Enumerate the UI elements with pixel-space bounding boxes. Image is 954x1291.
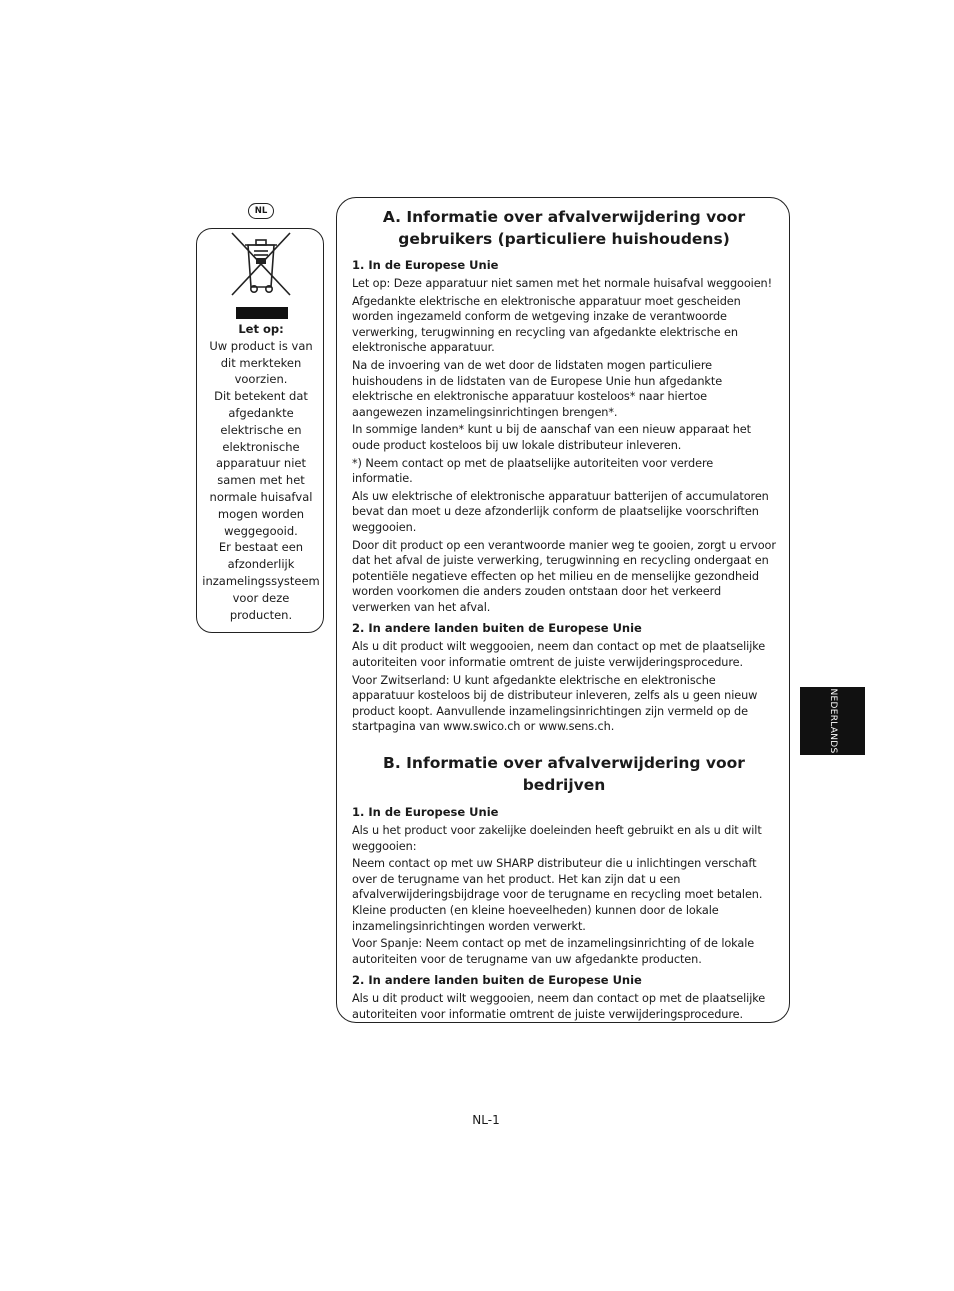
notice-line: Dit betekent dat — [214, 389, 308, 404]
crossed-out-wheelie-bin-icon — [230, 231, 292, 297]
paragraph: Als u dit product wilt weggooien, neem dan contact op met de plaatselijke autoriteiten voor informatie omtrent de juiste verwijderingsprocedure. — [352, 640, 766, 670]
disposal-info-content — [352, 207, 776, 1023]
paragraph: In sommige landen* kunt u bij de aanschaf van een nieuw apparaat het oude product kosteloos bij uw lokale distributeur inleveren. — [352, 423, 751, 452]
notice-line: mogen worden — [217, 506, 305, 521]
section-a-title — [352, 207, 776, 250]
paragraph: Na de invoering van de wet door de lidstaten mogen particuliere huishoudens in de lidstaten van de Europese Unie hun afgedankte elektrische en elektronische apparatuur kosteloos* naar hiertoe aangewezen inzamelingsinrichtingen brengen*. — [352, 358, 723, 419]
paragraph: Voor Spanje: Neem contact op met de inzamelingsinrichting of de lokale autoriteiten voor de terugname van uw afgedankte producten. — [352, 937, 755, 966]
notice-line: weggegooid. — [224, 523, 298, 538]
language-side-tab — [800, 687, 865, 755]
notice-line: apparatuur niet — [215, 456, 306, 471]
notice-line: dit merkteken — [220, 355, 302, 370]
notice-line: afzonderlijk — [227, 557, 295, 572]
paragraph: Als u dit product wilt weggooien, neem dan contact op met de plaatselijke autoriteiten voor informatie omtrent de juiste verwijderingsprocedure. — [352, 992, 766, 1021]
notice-title: Let op: — [238, 322, 284, 336]
section-b-subheading-eu: 1. In de Europese Unie — [352, 805, 499, 820]
paragraph: Let op: Deze apparatuur niet samen met het normale huisafval weggooien! — [352, 277, 773, 290]
notice-line: elektrische en — [220, 422, 302, 437]
paragraph: Voor Zwitserland: U kunt afgedankte elektrische en elektronische apparatuur kosteloos bij de distributeur inleveren, zelfs als u geen nieuw product koopt. Aanvullende inzamelingsinrichtingen zijn vermeld op de startpagina van www.swico.ch or www.sens.ch. — [352, 673, 758, 734]
notice-line: samen met het — [217, 473, 305, 488]
language-badge: NL — [248, 203, 274, 219]
side-tab-label: NEDERLANDS — [827, 688, 838, 754]
section-a-subheading-other: 2. In andere landen buiten de Europese Unie — [352, 621, 642, 636]
paragraph: *) Neem contact op met de plaatselijke autoriteiten voor verdere informatie. — [352, 456, 714, 486]
section-b-title — [352, 753, 776, 796]
paragraph: Als u het product voor zakelijke doeleinden heeft gebruikt en als u dit wilt weggooien: — [352, 824, 762, 853]
paragraph: Door dit product op een verantwoorde manier weg te gooien, zorgt u ervoor dat het afval de juiste verwerking, terugwinning en recycling ondergaat en potentiële negatieve effecten op het milieu en de menselijke gezondheid worden voorkomen die anders zouden ontstaan door het verkeerd verwerken van het afval. — [352, 538, 776, 614]
notice-line: normale huisafval — [209, 489, 313, 504]
section-b-title-line1: B. Informatie over afvalverwijdering voor — [383, 754, 745, 773]
paragraph: Afgedankte elektrische en elektronische apparatuur moet gescheiden worden ingezameld conform de wetgeving inzake de verantwoorde verwerking, terugwinning en recycling van afgedankte elektrische en elektronische apparatuur. — [352, 294, 741, 355]
marking-bar — [236, 307, 288, 319]
section-a-title-line1: A. Informatie over afvalverwijdering voor — [382, 208, 746, 226]
notice-line: Uw product is van — [209, 338, 313, 353]
notice-line: voor deze — [232, 590, 290, 605]
paragraph: Als uw elektrische of elektronische apparatuur batterijen of accumulatoren bevat dan moet u deze afzonderlijk conform de plaatselijke voorschriften weggooien. — [352, 489, 769, 534]
page-number: NL-1 — [472, 1113, 500, 1127]
notice-line: elektronische — [222, 439, 300, 454]
section-a-title-line2: gebruikers (particuliere huishoudens) — [398, 229, 730, 248]
section-a-subheading-eu: 1. In de Europese Unie — [352, 258, 499, 272]
weee-notice-box — [196, 228, 324, 633]
notice-line: voorzien. — [234, 372, 288, 387]
paragraph: Neem contact op met uw SHARP distributeur die u inlichtingen verschaft over de terugname van het product. Het kan zijn dat u een afvalverwijderingsbijdrage voor de terugname en recycling moet betalen. Kleine producten (en kleine hoeveelheden) kunnen door de lokale inzamelingsinrichtingen worden verwerkt. — [352, 857, 763, 933]
notice-line: Er bestaat een — [218, 540, 304, 555]
notice-line: producten. — [229, 607, 293, 622]
section-b-title-line2: bedrijven — [522, 775, 606, 794]
weee-notice-text — [197, 321, 325, 623]
notice-line: inzamelingssysteem — [202, 573, 320, 588]
notice-line: afgedankte — [228, 405, 294, 420]
disposal-info-box — [336, 197, 790, 1023]
section-b-subheading-other: 2. In andere landen buiten de Europese Unie — [352, 973, 642, 988]
